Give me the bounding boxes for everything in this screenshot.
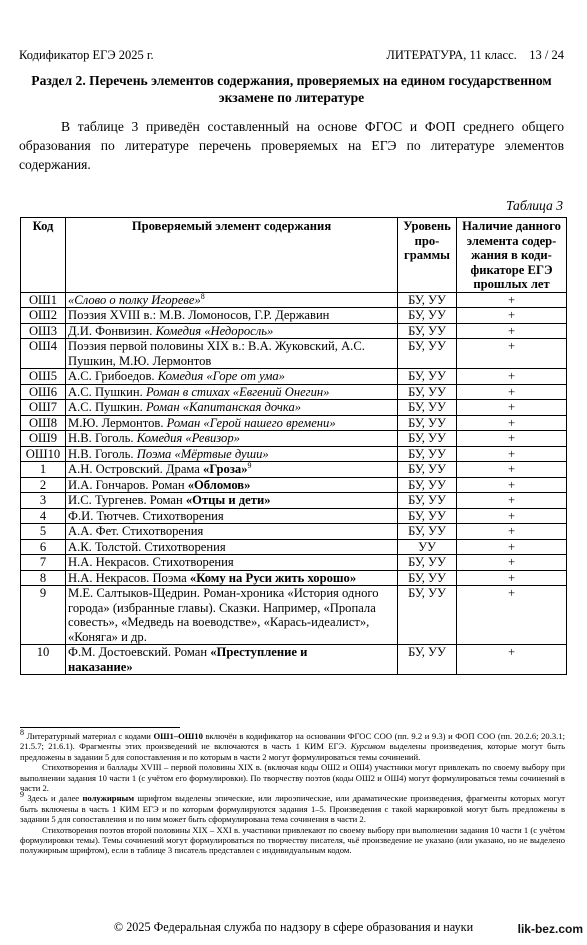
table-row	[21, 339, 567, 369]
row-past: +	[457, 645, 567, 675]
table-row	[21, 524, 567, 540]
row-level: БУ, УУ	[398, 508, 457, 524]
row-level: БУ, УУ	[398, 339, 457, 369]
row-level: УУ	[398, 539, 457, 555]
row-code: ОШ7	[21, 400, 66, 416]
row-code: ОШ1	[21, 292, 66, 308]
row-element	[66, 308, 398, 324]
row-level: БУ, УУ	[398, 446, 457, 462]
row-past: +	[457, 524, 567, 540]
footnote-ref: 8	[200, 291, 205, 301]
row-element	[66, 339, 398, 369]
footnote-9-paragraph-2: Стихотворения поэтов второй половины XIX – XXI в. участники привлекают по своему выбору при выполнении задания 10 части 1 (с учётом формулировки темы). Темы сочинений могут формулироваться по творчеству писателя, чьё произведение не указано (или указано, но не выделено полужирным шрифтом), если в таблице 3 писатель представлен с индивидуальным кодом.	[20, 824, 565, 856]
row-element	[66, 570, 398, 586]
row-level: БУ, УУ	[398, 462, 457, 478]
row-element	[66, 477, 398, 493]
row-element-text: Н.А. Некрасов. Стихотворения	[68, 555, 234, 569]
row-code: 5	[21, 524, 66, 540]
row-element-bold: «Обломов»	[187, 477, 251, 492]
table-row	[21, 570, 567, 586]
row-element-italic: Роман в стихах «Евгений Онегин»	[145, 384, 330, 399]
row-element	[66, 493, 398, 509]
row-element	[66, 292, 398, 308]
table-row	[21, 400, 567, 416]
section-title: Раздел 2. Перечень элементов содержания, проверяемых на едином государственном экзамене по литературе	[31, 73, 552, 105]
row-level: БУ, УУ	[398, 586, 457, 645]
row-element-text: Н.В. Гоголь.	[68, 446, 137, 461]
row-element	[66, 369, 398, 385]
table-row	[21, 431, 567, 447]
row-past: +	[457, 339, 567, 369]
row-element-bold: «Гроза»	[203, 462, 248, 476]
row-element	[66, 415, 398, 431]
row-past: +	[457, 323, 567, 339]
table-row	[21, 493, 567, 509]
row-element-bold: «Отцы и дети»	[185, 493, 271, 507]
row-element	[66, 539, 398, 555]
row-code: ОШ10	[21, 446, 66, 462]
row-level: БУ, УУ	[398, 524, 457, 540]
row-level: БУ, УУ	[398, 555, 457, 571]
row-element-text: А.С. Пушкин.	[68, 400, 146, 414]
row-past: +	[457, 308, 567, 324]
footnote-divider	[20, 727, 180, 728]
row-element	[66, 555, 398, 571]
row-code: 9	[21, 586, 66, 645]
table-row	[21, 555, 567, 571]
row-code: ОШ3	[21, 323, 66, 339]
row-past: +	[457, 400, 567, 416]
row-level: БУ, УУ	[398, 431, 457, 447]
row-past: +	[457, 415, 567, 431]
table-header-row	[21, 218, 567, 293]
row-element-bold: «Преступление и	[210, 645, 308, 659]
row-element-italic: Роман «Капитанская дочка»	[145, 400, 302, 414]
row-code: 1	[21, 462, 66, 478]
row-code: ОШ5	[21, 369, 66, 385]
row-code: 3	[21, 493, 66, 509]
row-level: БУ, УУ	[398, 645, 457, 675]
row-code: ОШ4	[21, 339, 66, 369]
row-level: БУ, УУ	[398, 415, 457, 431]
row-level: БУ, УУ	[398, 323, 457, 339]
table-row	[21, 462, 567, 478]
table-row	[21, 477, 567, 493]
row-element-text: А.А. Фет. Стихотворения	[68, 524, 204, 538]
table-row	[21, 308, 567, 324]
footnote-8: $^8$ Литературный материал с кодами ОШ1–ОШ10 включён в кодификатор на основании ФГОС СОО (пп. 9.2 и 9.3) и ФОП СОО (пп. 20.2.6; 20.3.1; 21.5.7; 21.6.1). Фрагменты этих произведений не включаются в часть 1 КИМ ЕГЭ. Курсивом выделены произведения, которые могут быть предложены в задании 5 для сопоставления и по которым в части 2 могут формулироваться темы сочинений.	[20, 728, 565, 762]
row-past: +	[457, 570, 567, 586]
row-element	[66, 586, 398, 645]
row-element-text: А.С. Пушкин.	[68, 384, 146, 399]
row-code: 6	[21, 539, 66, 555]
header-level: Уровень про-граммы	[398, 218, 457, 293]
row-element-text: И.С. Тургенев. Роман	[68, 493, 186, 507]
row-element	[66, 400, 398, 416]
row-level: БУ, УУ	[398, 493, 457, 509]
row-level: БУ, УУ	[398, 400, 457, 416]
intro-paragraph: В таблице 3 приведён составленный на основе ФГОС и ФОП среднего общего образования по литературе перечень проверяемых на ЕГЭ по литературе элементов содержания.	[19, 119, 564, 172]
table-row	[21, 539, 567, 555]
row-level: БУ, УУ	[398, 570, 457, 586]
row-element-text: М.Е. Салтыков-Щедрин. Роман-хроника «История одного города» (избранные главы). Сказки. Например, «Пропала совесть», «Медведь на воеводстве», «Карась-идеалист», «Коняга» и др.	[68, 586, 379, 644]
footnote-8-paragraph-2: Стихотворения и баллады XVIII – первой половины XIX в. (включая коды ОШ2 и ОШ4) участники могут привлекать по своему выбору при выполнении задания 10 части 1 (с учётом его формулировки). По творчеству поэтов (коды ОШ2 и ОШ4) могут формулироваться темы сочинений в части 2.	[20, 762, 565, 794]
row-code: ОШ6	[21, 384, 66, 400]
row-element-text: Ф.И. Тютчев. Стихотворения	[68, 508, 224, 523]
table-caption: Таблица 3	[505, 198, 563, 213]
row-element	[66, 384, 398, 400]
row-past: +	[457, 431, 567, 447]
row-element-bold-cont: наказание»	[68, 659, 133, 674]
row-code: 2	[21, 477, 66, 493]
table-row	[21, 446, 567, 462]
table-row	[21, 292, 567, 308]
row-past: +	[457, 555, 567, 571]
row-element	[66, 462, 398, 478]
page-footer: © 2025 Федеральная служба по надзору в сфере образования и науки	[113, 920, 474, 934]
row-element-italic: Поэма «Мёртвые души»	[136, 446, 269, 461]
row-element	[66, 431, 398, 447]
row-level: БУ, УУ	[398, 292, 457, 308]
row-code: ОШ9	[21, 431, 66, 447]
content-table	[20, 217, 567, 675]
row-past: +	[457, 462, 567, 478]
row-level: БУ, УУ	[398, 477, 457, 493]
row-element-text: М.Ю. Лермонтов.	[68, 415, 167, 430]
row-past: +	[457, 446, 567, 462]
row-element-text: А.Н. Островский. Драма	[68, 462, 204, 476]
row-past: +	[457, 539, 567, 555]
row-element-italic: Комедия «Горе от ума»	[157, 369, 285, 383]
row-element-italic: Роман «Герой нашего времени»	[166, 415, 336, 430]
row-level: БУ, УУ	[398, 308, 457, 324]
row-code: 7	[21, 555, 66, 571]
row-past: +	[457, 586, 567, 645]
row-element	[66, 323, 398, 339]
footnote-9: $^9$ Здесь и далее полужирным шрифтом выделены эпические, или лироэпические, или драматические произведения, фрагменты которых могут быть включены в часть 1 КИМ ЕГЭ и по которым формулируются задания 1–5. Произведения с такой маркировкой могут быть предложены в задании 5 для сопоставления и по ним может быть сформулирована тема сочинения в части 2.	[20, 790, 565, 825]
header-code: Код	[21, 218, 66, 293]
table-row	[21, 645, 567, 675]
table-row	[21, 415, 567, 431]
row-code: ОШ8	[21, 415, 66, 431]
table-row	[21, 384, 567, 400]
row-past: +	[457, 369, 567, 385]
row-element-text: Ф.М. Достоевский. Роман	[68, 645, 211, 659]
table-row	[21, 323, 567, 339]
header-past: Наличие данного элемента содер-жания в коди-фикаторе ЕГЭ прошлых лет	[457, 218, 567, 293]
header-element: Проверяемый элемент содержания	[66, 218, 398, 293]
row-element	[66, 524, 398, 540]
header-left: Кодификатор ЕГЭ 2025 г.	[19, 48, 154, 62]
table-row	[21, 586, 567, 645]
row-element-italic: Комедия «Недоросль»	[155, 323, 274, 338]
row-element-bold: «Кому на Руси жить хорошо»	[189, 570, 357, 585]
header-right: ЛИТЕРАТУРА, 11 класс. 13 / 24	[386, 48, 564, 62]
table-row	[21, 508, 567, 524]
row-element-text: А.К. Толстой. Стихотворения	[68, 539, 226, 554]
table-row	[21, 369, 567, 385]
row-level: БУ, УУ	[398, 384, 457, 400]
row-element-text: А.С. Грибоедов.	[68, 369, 158, 383]
page-header	[19, 48, 564, 63]
row-code: ОШ2	[21, 308, 66, 324]
row-past: +	[457, 477, 567, 493]
row-element	[66, 508, 398, 524]
row-element-text: И.А. Гончаров. Роман	[68, 477, 188, 492]
footnote-ref: 9	[247, 460, 252, 470]
row-past: +	[457, 384, 567, 400]
row-level: БУ, УУ	[398, 369, 457, 385]
row-past: +	[457, 508, 567, 524]
row-element-italic: Комедия «Ревизор»	[136, 431, 240, 445]
row-element-text: Поэзия первой половины XIX в.: В.А. Жуковский, А.С. Пушкин, М.Ю. Лермонтов	[68, 339, 365, 368]
row-element-italic: «Слово о полку Игореве»	[68, 292, 201, 307]
row-code: 10	[21, 645, 66, 675]
row-element-text: Д.И. Фонвизин.	[68, 323, 156, 338]
row-element	[66, 446, 398, 462]
row-code: 4	[21, 508, 66, 524]
row-element-text: Поэзия XVIII в.: М.В. Ломоносов, Г.Р. Державин	[68, 308, 330, 322]
row-past: +	[457, 493, 567, 509]
row-past: +	[457, 292, 567, 308]
row-element-text: Н.В. Гоголь.	[68, 431, 137, 445]
row-element	[66, 645, 398, 675]
row-code: 8	[21, 570, 66, 586]
row-element-text: Н.А. Некрасов. Поэма	[68, 570, 190, 585]
watermark: lik-bez.com	[517, 922, 583, 936]
footnotes	[20, 728, 565, 856]
